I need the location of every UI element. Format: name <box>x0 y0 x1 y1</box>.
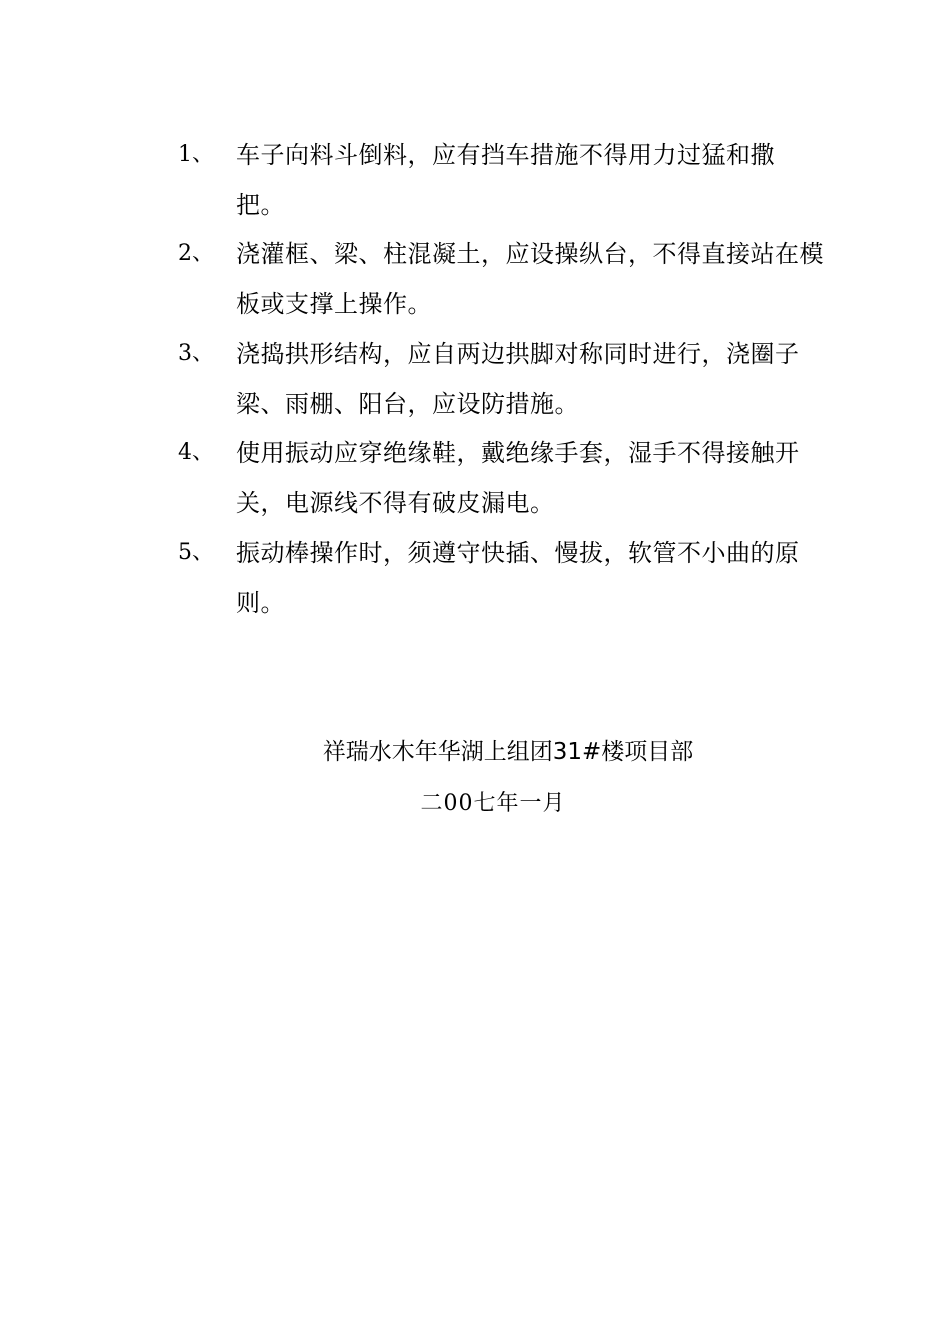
item-text-line: 则。 <box>236 589 285 617</box>
item-number: 3、 <box>178 341 214 366</box>
item-number: 5、 <box>178 540 214 565</box>
item-text-line: 把。 <box>236 191 285 219</box>
item-number: 1、 <box>178 142 214 167</box>
organization-signature: 祥瑞水木年华湖上组团31#楼项目部 <box>322 739 694 765</box>
item-text-line: 车子向料斗倒料，应有挡车措施不得用力过猛和撒 <box>236 141 775 169</box>
item-text-line: 梁、雨棚、阳台，应设防措施。 <box>236 390 579 418</box>
item-text-line: 板或支撑上操作。 <box>236 290 432 318</box>
item-text-line: 浇灌框、梁、柱混凝土，应设操纵台，不得直接站在模 <box>236 240 824 268</box>
item-number: 2、 <box>178 241 214 266</box>
item-text-line: 浇捣拱形结构，应自两边拱脚对称同时进行，浇圈子 <box>236 340 800 368</box>
item-number: 4、 <box>178 440 214 465</box>
item-text-line: 使用振动应穿绝缘鞋，戴绝缘手套，湿手不得接触开 <box>236 439 800 467</box>
item-text-line: 关，电源线不得有破皮漏电。 <box>236 489 555 517</box>
item-text-line: 振动棒操作时，须遵守快插、慢拔，软管不小曲的原 <box>236 539 800 567</box>
document-date: 二00七年一月 <box>420 791 566 816</box>
